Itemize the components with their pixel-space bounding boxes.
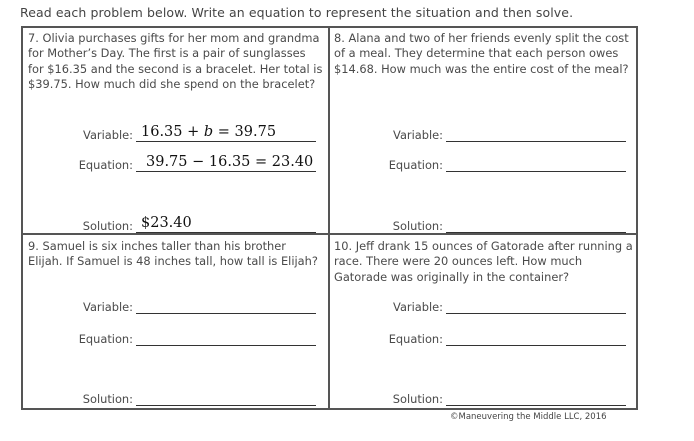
problem-10-variable-row bbox=[393, 295, 626, 314]
problem-9-equation-row bbox=[79, 327, 316, 346]
problem-10-equation-row bbox=[389, 327, 626, 346]
problem-10-equation-field[interactable] bbox=[446, 327, 626, 346]
problem-9-cell bbox=[28, 239, 324, 409]
solution-label: Solution: bbox=[392, 219, 443, 233]
problem-7-variable-answer: 16.35 + b = 39.75 bbox=[141, 124, 277, 140]
copyright-notice: ©Maneuvering the Middle LLC, 2016 bbox=[450, 412, 607, 422]
equation-label: Equation: bbox=[388, 158, 443, 172]
problem-10-cell bbox=[334, 239, 634, 409]
variable-label: Variable: bbox=[83, 128, 133, 142]
problem-10-variable-field[interactable] bbox=[446, 295, 626, 314]
problem-7-variable-row bbox=[83, 123, 316, 142]
problem-7-text: 7. Olivia purchases gifts for her mom and grandma for Mother’s Day. The first is a pair of sunglasses for $16.35 and the second is a bracelet. Her total is $39.75. How much did she spend on the bracelet? bbox=[28, 31, 323, 91]
problem-7-variable-field[interactable] bbox=[136, 123, 316, 142]
problem-10-text: 10. Jeff drank 15 ounces of Gatorade after running a race. There were 20 ounces left. How much Gatorade was originally in the container? bbox=[334, 239, 633, 284]
problem-7-solution-answer: $23.40 bbox=[141, 215, 192, 231]
problem-8-solution-row bbox=[393, 214, 626, 233]
problem-7-equation-field[interactable] bbox=[136, 153, 316, 172]
problem-8-equation-field[interactable] bbox=[446, 153, 626, 172]
grid-divider-vertical bbox=[328, 28, 330, 408]
problem-9-variable-field[interactable] bbox=[136, 295, 316, 314]
problem-7-equation-row bbox=[79, 153, 316, 172]
instructions: Read each problem below. Write an equation to represent the situation and then solve. bbox=[20, 5, 574, 20]
problem-7-solution-row bbox=[83, 214, 316, 233]
problem-9-solution-row bbox=[83, 387, 316, 406]
solution-label: Solution: bbox=[392, 392, 443, 406]
equation-label: Equation: bbox=[388, 332, 443, 346]
variable-label: Variable: bbox=[393, 300, 443, 314]
variable-label: Variable: bbox=[393, 128, 443, 142]
solution-label: Solution: bbox=[82, 219, 133, 233]
problem-8-text: 8. Alana and two of her friends evenly split the cost of a meal. They determine that each person owes $14.68. How much was the entire cost of the meal? bbox=[334, 31, 629, 76]
worksheet-grid bbox=[21, 26, 638, 410]
equation-label: Equation: bbox=[78, 332, 133, 346]
problem-9-solution-field[interactable] bbox=[136, 387, 316, 406]
variable-label: Variable: bbox=[83, 300, 133, 314]
problem-7-solution-field[interactable] bbox=[136, 214, 316, 233]
problem-9-equation-field[interactable] bbox=[136, 327, 316, 346]
solution-label: Solution: bbox=[82, 392, 133, 406]
problem-7-cell bbox=[28, 31, 324, 231]
problem-8-cell bbox=[334, 31, 634, 231]
problem-8-equation-row bbox=[389, 153, 626, 172]
equation-label: Equation: bbox=[78, 158, 133, 172]
problem-10-solution-field[interactable] bbox=[446, 387, 626, 406]
problem-8-variable-row bbox=[393, 123, 626, 142]
grid-divider-horizontal bbox=[23, 233, 636, 235]
problem-7-equation-answer: 39.75 − 16.35 = 23.40 bbox=[146, 154, 314, 170]
problem-8-solution-field[interactable] bbox=[446, 214, 626, 233]
problem-8-variable-field[interactable] bbox=[446, 123, 626, 142]
problem-10-solution-row bbox=[393, 387, 626, 406]
problem-9-variable-row bbox=[83, 295, 316, 314]
problem-9-text: 9. Samuel is six inches taller than his brother Elijah. If Samuel is 48 inches tall, how tall is Elijah? bbox=[28, 239, 318, 269]
